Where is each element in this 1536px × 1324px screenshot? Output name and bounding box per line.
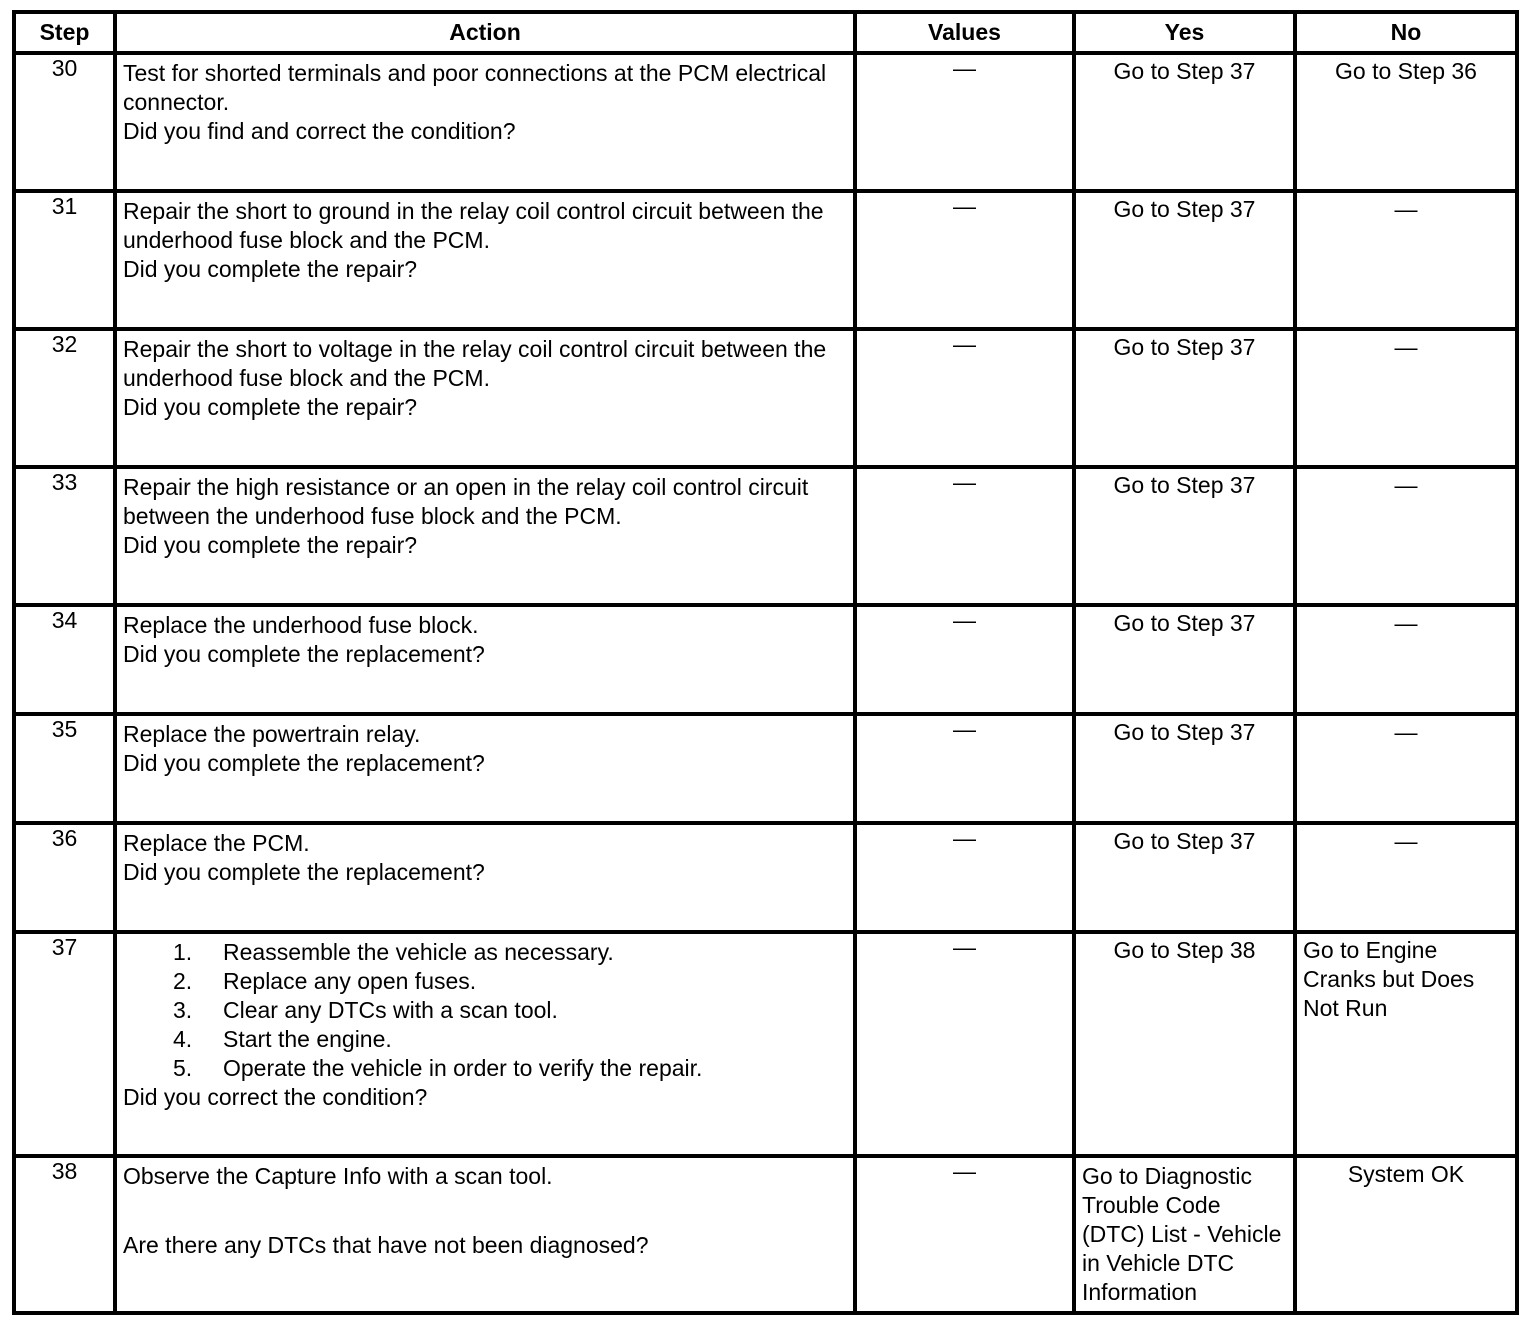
action-question: Did you complete the replacement? [123,750,485,776]
action-text: Repair the high resistance or an open in the relay coil control circuit between the underhood fuse block and the PCM. [123,474,809,529]
yes-cell [1074,714,1295,823]
list-number: 1. [173,939,193,965]
list-text: Start the engine. [223,1026,392,1052]
table-row [14,191,1517,329]
values-cell: — [855,714,1074,823]
step-number: 37 [14,932,115,1156]
list-number: 5. [173,1055,193,1081]
values-cell: — [855,467,1074,605]
table-row [14,467,1517,605]
list-item [173,1025,847,1054]
no-text: System OK [1347,1161,1465,1187]
table-row [14,932,1517,1156]
action-text: Repair the short to ground in the relay coil control circuit between the underhood fuse block and the PCM. [123,198,824,253]
action-cell [115,191,855,329]
step-number: 32 [14,329,115,467]
action-cell [115,53,855,191]
action-question: Are there any DTCs that have not been diagnosed? [123,1232,649,1258]
no-text: — [1394,610,1418,636]
action-cell [115,714,855,823]
list-text: Operate the vehicle in order to verify the repair. [223,1055,703,1081]
action-text: Observe the Capture Info with a scan tool. [123,1163,553,1189]
table-row [14,1156,1517,1313]
step-number: 35 [14,714,115,823]
no-text: — [1394,196,1418,222]
header-step: Step [14,12,115,53]
table-row [14,329,1517,467]
no-cell [1295,714,1517,823]
no-cell [1295,467,1517,605]
action-cell [115,329,855,467]
action-cell [115,1156,855,1313]
header-values: Values [855,12,1074,53]
no-cell [1295,53,1517,191]
values-cell: — [855,932,1074,1156]
list-number: 3. [173,997,193,1023]
list-number: 4. [173,1026,193,1052]
action-cell [115,823,855,932]
action-question: Did you complete the repair? [123,532,418,558]
yes-cell [1074,932,1295,1156]
list-item [173,938,847,967]
yes-text: Go to Step 37 [1113,334,1256,360]
list-text: Reassemble the vehicle as necessary. [223,939,614,965]
diagnostic-table [12,10,1519,1315]
yes-cell [1074,191,1295,329]
action-cell [115,932,855,1156]
values-cell: — [855,823,1074,932]
action-question: Did you complete the replacement? [123,641,485,667]
yes-text: Go to Diagnostic Trouble Code (DTC) List - Vehicle in Vehicle DTC Information [1082,1163,1282,1305]
list-text: Replace any open fuses. [223,968,477,994]
table-row [14,714,1517,823]
step-number: 33 [14,467,115,605]
action-question: Did you complete the replacement? [123,859,485,885]
yes-cell [1074,467,1295,605]
header-yes: Yes [1074,12,1295,53]
values-cell: — [855,329,1074,467]
header-row [14,12,1517,53]
step-number: 36 [14,823,115,932]
no-cell [1295,932,1517,1156]
no-cell [1295,823,1517,932]
step-number: 30 [14,53,115,191]
no-text: Go to Step 36 [1335,58,1477,84]
action-text: Replace the powertrain relay. [123,721,421,747]
no-cell [1295,1156,1517,1313]
step-number: 31 [14,191,115,329]
list-number: 2. [173,968,193,994]
no-text: — [1394,719,1418,745]
list-item [173,996,847,1025]
action-text: Test for shorted terminals and poor connections at the PCM electrical connector. [123,60,827,115]
yes-cell [1074,823,1295,932]
table-row [14,53,1517,191]
yes-text: Go to Step 37 [1113,719,1256,745]
values-cell: — [855,191,1074,329]
no-text: Go to Engine Cranks but Does Not Run [1303,937,1475,1021]
values-cell: — [855,53,1074,191]
action-numbered-list [123,938,847,1083]
action-text: Replace the PCM. [123,830,310,856]
values-cell: — [855,1156,1074,1313]
yes-cell [1074,605,1295,714]
yes-cell [1074,1156,1295,1313]
action-question: Did you correct the condition? [123,1084,428,1110]
list-text: Clear any DTCs with a scan tool. [223,997,558,1023]
yes-text: Go to Step 37 [1113,472,1256,498]
yes-text: Go to Step 37 [1113,828,1256,854]
action-question: Did you complete the repair? [123,394,418,420]
no-cell [1295,191,1517,329]
yes-text: Go to Step 37 [1113,196,1256,222]
action-cell [115,605,855,714]
header-no: No [1295,12,1517,53]
no-cell [1295,605,1517,714]
action-text: Replace the underhood fuse block. [123,612,479,638]
table-row [14,823,1517,932]
action-question: Did you find and correct the condition? [123,118,516,144]
no-text: — [1394,334,1418,360]
yes-cell [1074,53,1295,191]
step-number: 38 [14,1156,115,1313]
list-item [173,967,847,996]
values-cell: — [855,605,1074,714]
action-cell [115,467,855,605]
action-text: Repair the short to voltage in the relay coil control circuit between the underhood fuse block and the PCM. [123,336,827,391]
table-row [14,605,1517,714]
yes-text: Go to Step 37 [1113,58,1256,84]
yes-text: Go to Step 38 [1113,937,1256,963]
no-cell [1295,329,1517,467]
no-text: — [1394,828,1418,854]
action-question: Did you complete the repair? [123,256,418,282]
yes-cell [1074,329,1295,467]
header-action: Action [115,12,855,53]
yes-text: Go to Step 37 [1113,610,1256,636]
list-item [173,1054,847,1083]
no-text: — [1394,472,1418,498]
step-number: 34 [14,605,115,714]
